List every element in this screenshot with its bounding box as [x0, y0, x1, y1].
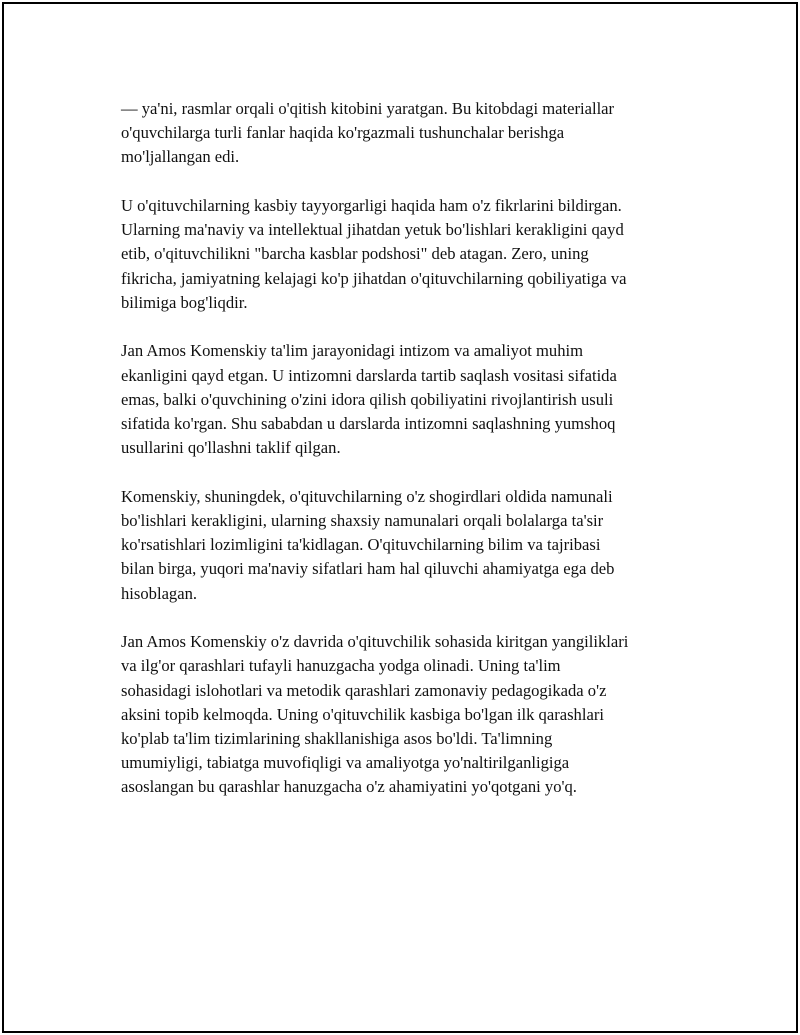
text-line: ko'rsatishlari lozimligini ta'kidlagan. O'qituvchilarning bilim va tajribasi [121, 535, 601, 555]
text-line: ekanligini qayd etgan. U intizomni darslarda tartib saqlash vositasi sifatida [121, 365, 617, 385]
text-line: U o'qituvchilarning kasbiy tayyorgarligi haqida ham o'z fikrlarini bildirgan. [121, 196, 622, 215]
text-line: hisoblagan. [121, 583, 198, 603]
text-line: bilimiga bog'liqdir. [121, 292, 248, 312]
text-line: usullarini qo'llashni taklif qilgan. [121, 438, 341, 458]
text-line: bilan birga, yuqori ma'naviy sifatlari ham hal qiluvchi ahamiyatga ega deb [121, 559, 615, 579]
text-line: fikricha, jamiyatning kelajagi ko'p jihatdan o'qituvchilarning qobiliyatiga va [121, 268, 627, 288]
text-line: Jan Amos Komenskiy o'z davrida o'qituvchilik sohasida kiritgan yangiliklari [121, 632, 629, 652]
text-line: sifatida ko'rgan. Shu sababdan u darslarda intizomni saqlashning yumshoq [121, 414, 616, 434]
text-line: emas, balki o'quvchining o'zini idora qilish qobiliyatini rivojlantirish usuli [121, 389, 614, 409]
text-line: aksini topib kelmoqda. Uning o'qituvchilik kasbiga bo'lgan ilk qarashlari [121, 704, 604, 724]
paragraph-4 [121, 485, 721, 606]
paragraph-5 [121, 630, 721, 799]
paragraph-3 [121, 339, 721, 460]
text-line: o'quvchilarga turli fanlar haqida ko'rgazmali tushunchalar berishga [121, 123, 565, 143]
text-line: Komenskiy, shuningdek, o'qituvchilarning o'z shogirdlari oldida namunali [121, 486, 613, 506]
text-line: va ilg'or qarashlari tufayli hanuzgacha yodga olinadi. Uning ta'lim [121, 656, 561, 676]
text-line: umumiyligi, tabiatga muvofiqligi va amaliyotga yo'naltirilganligiga [121, 753, 570, 773]
document-body [121, 97, 721, 824]
text-line: — ya'ni, rasmlar orqali o'qitish kitobini yaratgan. Bu kitobdagi materiallar [121, 99, 615, 118]
text-line: mo'ljallangan edi. [121, 147, 240, 167]
text-line: asoslangan bu qarashlar hanuzgacha o'z ahamiyatini yo'qotgani yo'q. [121, 777, 577, 797]
text-line: etib, o'qituvchilikni "barcha kasblar podshosi" deb atagan. Zero, uning [121, 244, 589, 264]
text-line: bo'lishlari kerakligini, ularning shaxsiy namunalari orqali bolalarga ta'sir [121, 511, 604, 531]
text-line: ko'plab ta'lim tizimlarining shakllanishiga asos bo'ldi. Ta'limning [121, 729, 553, 749]
paragraph-2 [121, 194, 721, 315]
text-line: Jan Amos Komenskiy ta'lim jarayonidagi intizom va amaliyot muhim [121, 341, 584, 361]
text-line: sohasidagi islohotlari va metodik qarashlari zamonaviy pedagogikada o'z [121, 680, 607, 700]
page-frame [2, 2, 798, 1033]
paragraph-1 [121, 97, 721, 170]
text-line: Ularning ma'naviy va intellektual jihatdan yetuk bo'lishlari kerakligini qayd [121, 220, 624, 240]
